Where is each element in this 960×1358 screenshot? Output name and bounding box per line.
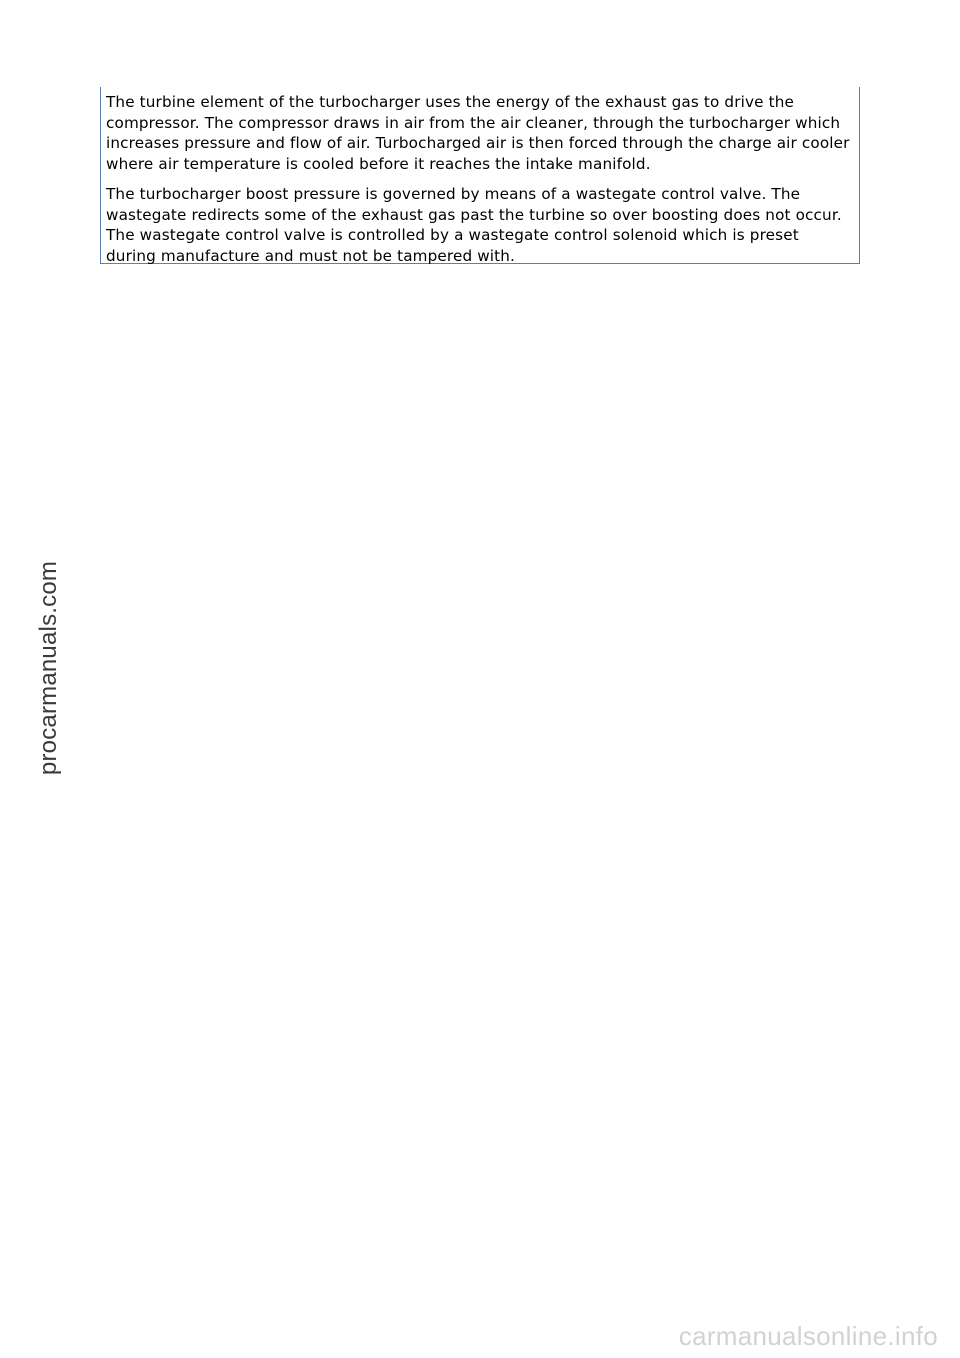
description-text-box [100,87,860,264]
paragraph-wastegate-description: The turbocharger boost pressure is governed by means of a wastegate control valve. The wastegate redirects some of the exhaust gas past the turbine so over boosting does not occur. The wastegate control valve is controlled by a wastegate control solenoid which is preset during manufacture and must not be tampered with. [106,185,842,265]
paragraph-turbine-description: The turbine element of the turbocharger uses the energy of the exhaust gas to drive the compressor. The compressor draws in air from the air cleaner, through the turbocharger which increases pressure and flow of air. Turbocharged air is then forced through the charge air cooler where air temperature is cooled before it reaches the intake manifold. [106,93,850,173]
side-watermark: procarmanuals.com [35,560,62,776]
bottom-watermark: carmanualsonline.info [678,1321,938,1351]
